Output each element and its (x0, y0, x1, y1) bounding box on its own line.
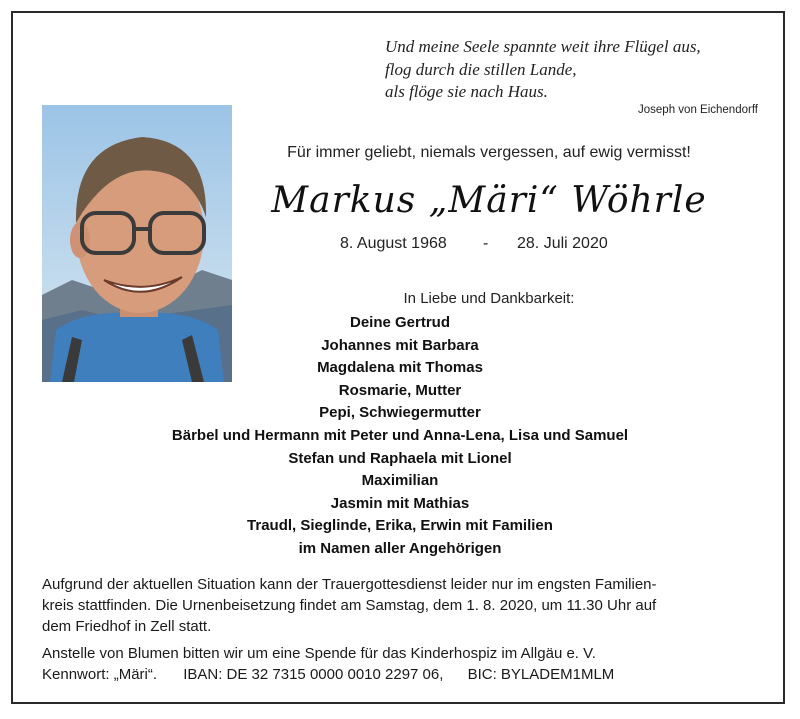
service-info-line: dem Friedhof in Zell statt. (42, 618, 212, 635)
mourners-intro: In Liebe und Dankbarkeit: (403, 290, 575, 307)
bic: BIC: BYLADEM1MLM (467, 666, 615, 683)
quote-line: Und meine Seele spannte weit ihre Flügel aus, (385, 37, 701, 56)
mourner-entry: Maximilian (361, 472, 439, 490)
service-info-line: Aufgrund der aktuellen Situation kann der Trauergottesdienst leider nur im engsten Familien- (42, 576, 657, 593)
mourner-entry: Jasmin mit Mathias (330, 494, 470, 512)
iban: IBAN: DE 32 7315 0000 0010 2297 06, (183, 666, 444, 683)
bank-details (42, 664, 754, 685)
mourner-entry: Johannes mit Barbara (321, 336, 479, 354)
footer-info (42, 574, 754, 685)
mourner-entry: Stefan und Raphaela mit Lionel (288, 449, 512, 467)
death-date: 28. Juli 2020 (517, 235, 608, 252)
donation-request: Anstelle von Blumen bitten wir um eine Spende für das Kinderhospiz im Allgäu e. V. (42, 645, 596, 662)
mourner-entry: Bärbel und Hermann mit Peter und Anna-Lena, Lisa und Samuel (171, 426, 629, 444)
service-info-line: kreis stattfinden. Die Urnenbeisetzung findet am Samstag, dem 1. 8. 2020, um 11.30 Uhr auf (42, 597, 657, 614)
mourner-entry: Traudl, Sieglinde, Erika, Erwin mit Familien (247, 517, 553, 535)
quote-line: als flöge sie nach Haus. (385, 82, 548, 101)
mourner-entry: Pepi, Schwiegermutter (319, 404, 481, 422)
date-separator: - (483, 235, 489, 252)
birth-date: 8. August 1968 (340, 235, 447, 252)
mourner-entry: Deine Gertrud (349, 314, 451, 331)
quote-author: Joseph von Eichendorff (638, 104, 758, 116)
tagline: Für immer geliebt, niemals vergessen, auf ewig vermisst! (287, 144, 691, 161)
mourner-entry: im Namen aller Angehörigen (298, 539, 502, 557)
donation-keyword: Kennwort: „Märi“. (42, 666, 158, 683)
poem-quote (385, 36, 765, 104)
mourner-entry: Rosmarie, Mutter (338, 381, 462, 399)
mourner-entry: Magdalena mit Thomas (317, 359, 483, 377)
mourners-list (40, 312, 760, 561)
deceased-name: Markus „Märi“ Wöhrle (271, 180, 707, 221)
quote-line: flog durch die stillen Lande, (385, 59, 577, 79)
